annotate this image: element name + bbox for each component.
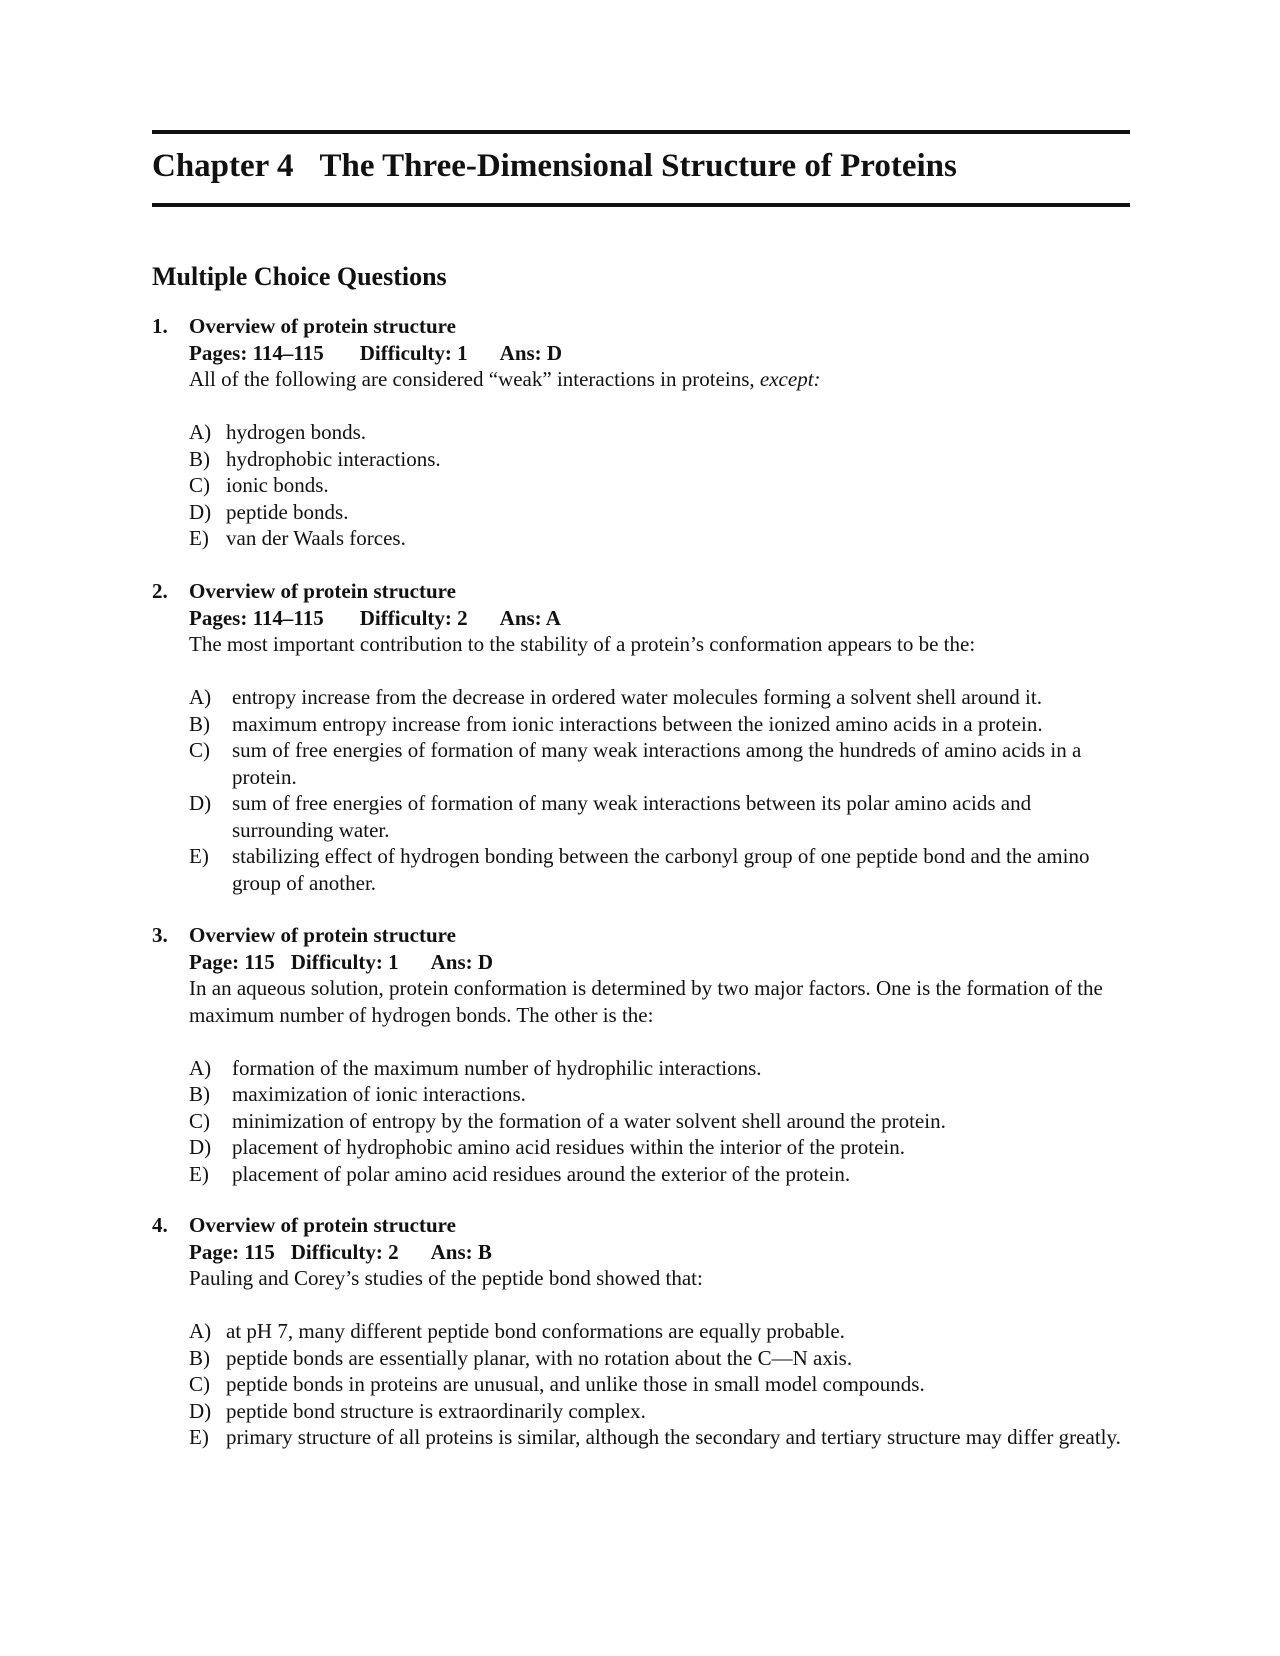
- question-difficulty: Difficulty: 2: [359, 605, 468, 630]
- question-difficulty: Difficulty: 1: [359, 340, 468, 365]
- question-4: [152, 1212, 1132, 1451]
- chapter-title: [152, 148, 957, 185]
- question-stem: Pauling and Corey’s studies of the peptide bond showed that:: [189, 1266, 703, 1290]
- question-stem: All of the following are considered “weak” interactions in proteins, except:: [189, 367, 821, 391]
- option-e: E) stabilizing effect of hydrogen bonding between the carbonyl group of one peptide bond and the amino group of another.: [189, 844, 1090, 895]
- question-topic: Overview of protein structure: [189, 314, 456, 338]
- question-pages: Pages: 114–115: [189, 340, 324, 365]
- question-answer: Ans: B: [430, 1239, 492, 1264]
- question-number: 1.: [152, 314, 168, 338]
- option-d: D) peptide bonds.: [189, 499, 349, 524]
- option-b: B) maximization of ionic interactions.: [189, 1082, 526, 1106]
- question-stem: In an aqueous solution, protein conformation is determined by two major factors. One is the formation of the maximum number of hydrogen bonds. The other is the:: [189, 976, 1103, 1027]
- option-b: B) maximum entropy increase from ionic interactions between the ionized amino acids in a protein.: [189, 711, 1043, 736]
- option-c: C) ionic bonds.: [189, 473, 329, 497]
- option-c: C) sum of free energies of formation of many weak interactions among the hundreds of amino acids in a protein.: [189, 738, 1082, 789]
- chapter-name: The Three-Dimensional Structure of Proteins: [319, 148, 957, 184]
- section-heading: Multiple Choice Questions: [152, 262, 447, 291]
- question-meta: [189, 340, 1132, 367]
- question-answer: Ans: A: [499, 605, 561, 630]
- question-number: 4.: [152, 1213, 168, 1237]
- question-difficulty: Difficulty: 2: [290, 1239, 399, 1264]
- question-number: 3.: [152, 923, 168, 947]
- question-3: [152, 922, 1132, 1187]
- option-c: C) peptide bonds in proteins are unusual, and unlike those in small model compounds.: [189, 1372, 925, 1396]
- question-pages: Page: 115: [189, 1239, 275, 1264]
- option-b: B) hydrophobic interactions.: [189, 446, 441, 471]
- options-list: [189, 1055, 1132, 1188]
- option-c: C) minimization of entropy by the formation of a water solvent shell around the protein.: [189, 1108, 946, 1133]
- question-topic: Overview of protein structure: [189, 923, 456, 947]
- question-meta: [189, 605, 1132, 632]
- option-e: E) primary structure of all proteins is similar, although the secondary and tertiary structure may differ greatly.: [189, 1425, 1121, 1449]
- options-list: [189, 419, 1132, 552]
- question-meta: [189, 949, 1132, 976]
- option-e: E) van der Waals forces.: [189, 526, 406, 550]
- option-a: A) formation of the maximum number of hydrophilic interactions.: [189, 1055, 762, 1080]
- top-rule: [152, 130, 1130, 134]
- option-d: D) sum of free energies of formation of many weak interactions between its polar amino acids and surrounding water.: [189, 791, 1032, 842]
- question-answer: Ans: D: [499, 340, 563, 365]
- question-number: 2.: [152, 579, 168, 603]
- question-pages: Page: 115: [189, 949, 275, 974]
- question-1: [152, 313, 1132, 552]
- question-answer: Ans: D: [430, 949, 494, 974]
- options-list: [189, 684, 1132, 896]
- chapter-number: Chapter 4: [152, 148, 294, 184]
- option-a: A) at pH 7, many different peptide bond conformations are equally probable.: [189, 1319, 845, 1343]
- option-a: A) hydrogen bonds.: [189, 420, 366, 444]
- question-topic: Overview of protein structure: [189, 1213, 456, 1237]
- option-a: A) entropy increase from the decrease in ordered water molecules forming a solvent shell around it.: [189, 685, 1042, 709]
- option-e: E) placement of polar amino acid residues around the exterior of the protein.: [189, 1161, 851, 1186]
- option-d: D) peptide bond structure is extraordinarily complex.: [189, 1398, 646, 1423]
- option-d: D) placement of hydrophobic amino acid residues within the interior of the protein.: [189, 1135, 905, 1159]
- question-2: [152, 578, 1132, 896]
- bottom-rule: [152, 203, 1130, 207]
- question-difficulty: Difficulty: 1: [290, 949, 399, 974]
- question-meta: [189, 1239, 1132, 1266]
- question-stem: The most important contribution to the stability of a protein’s conformation appears to be the:: [189, 632, 976, 656]
- options-list: [189, 1318, 1132, 1451]
- question-topic: Overview of protein structure: [189, 579, 456, 603]
- question-pages: Pages: 114–115: [189, 605, 324, 630]
- stem-emphasis: except:: [759, 367, 821, 391]
- option-b: B) peptide bonds are essentially planar, with no rotation about the C—N axis.: [189, 1345, 853, 1370]
